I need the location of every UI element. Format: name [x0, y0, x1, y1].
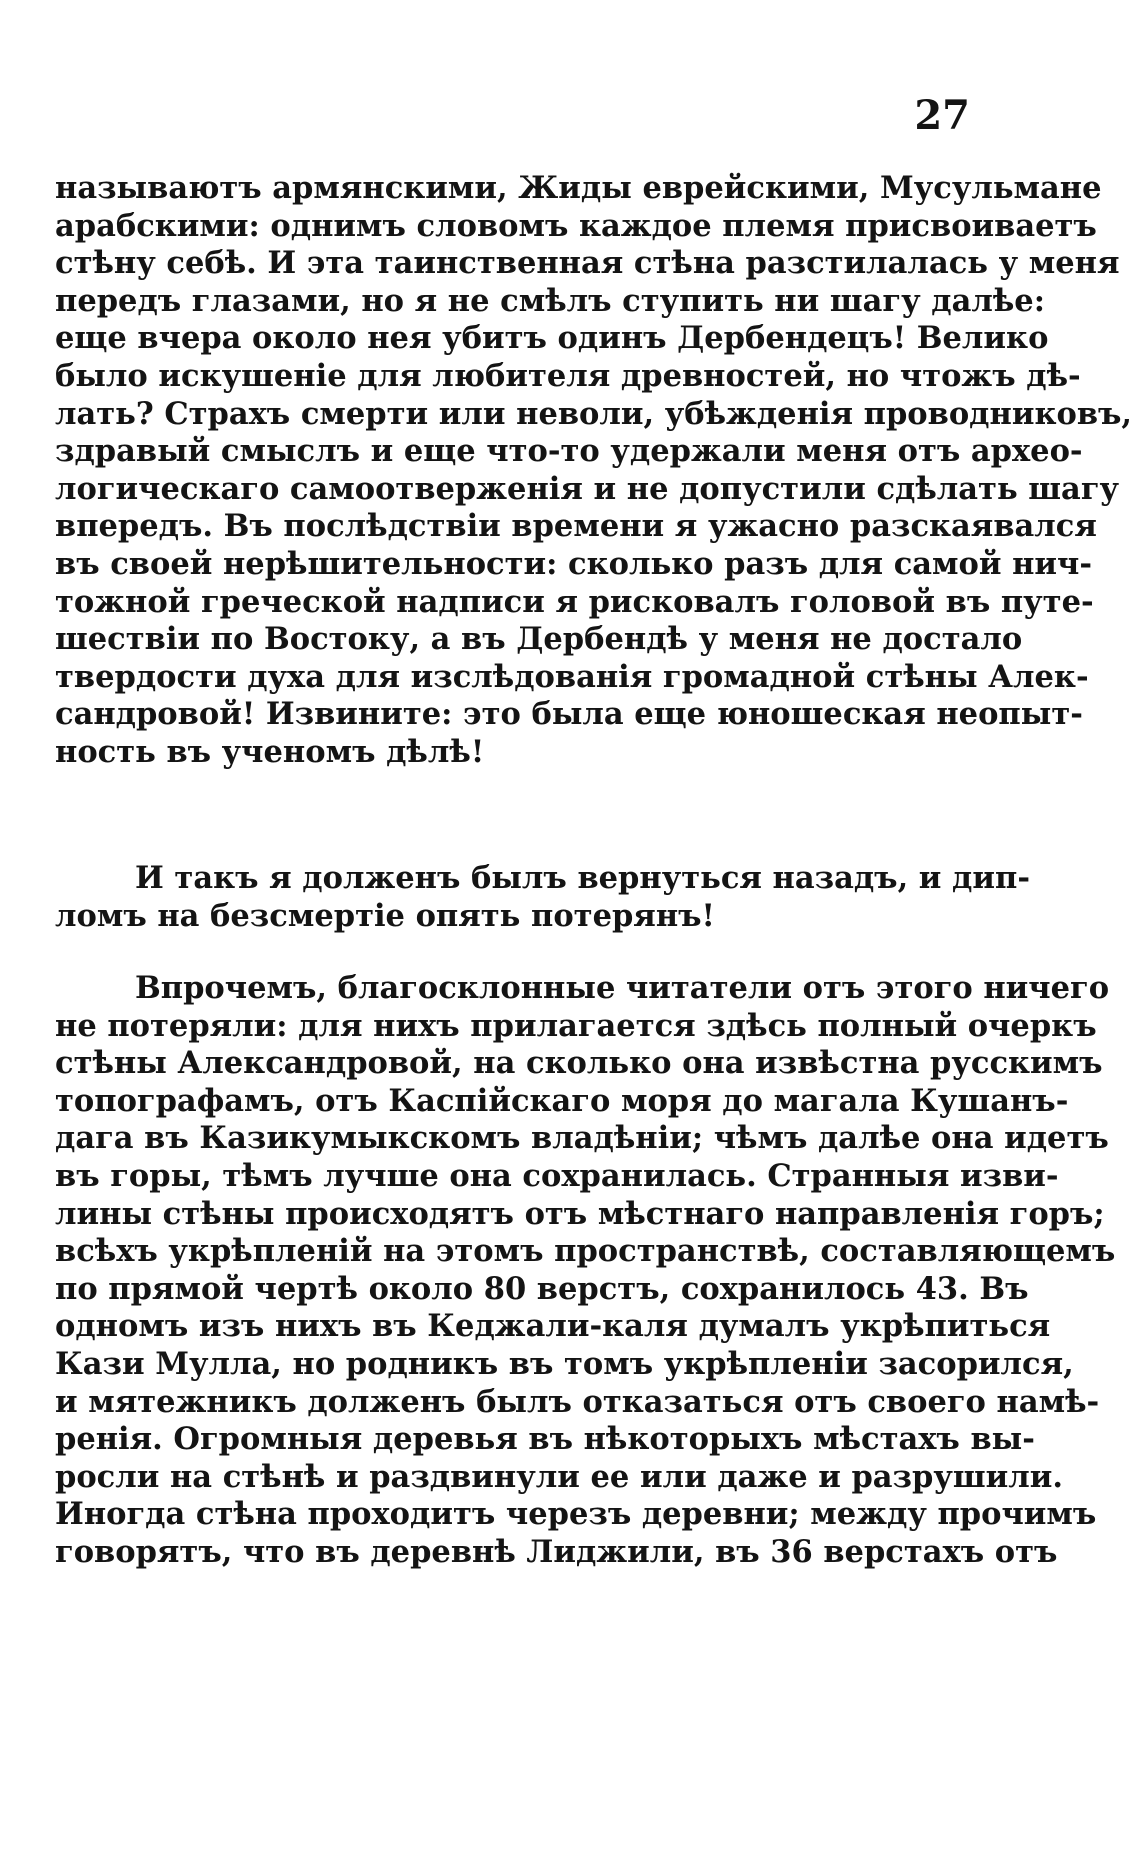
paragraph	[55, 860, 1030, 935]
text-line: здравый смыслъ и еще что-то удержали меня отъ архео-	[55, 433, 1083, 470]
text-line: топографамъ, отъ Каспійскаго моря до магала Кушанъ-	[55, 1082, 1069, 1119]
text-line: логическаго самоотверженія и не допустили сдѣлать шагу	[55, 470, 1120, 507]
paragraph	[55, 970, 1116, 1572]
text-line: стѣну себѣ. И эта таинственная стѣна разстилалась у меня	[55, 245, 1120, 282]
page-number: 27	[914, 92, 970, 139]
text-line: впередъ. Въ послѣдствіи времени я ужасно разскаявался	[55, 508, 1097, 545]
text-line: Впрочемъ, благосклонные читатели отъ этого ничего	[135, 970, 1110, 1006]
text-line: ность въ ученомъ дѣлѣ!	[55, 733, 485, 770]
text-line: росли на стѣнѣ и раздвинули ее или даже и разрушили.	[55, 1458, 1064, 1495]
text-line: арабскими: однимъ словомъ каждое племя присвоиваетъ	[55, 207, 1097, 244]
text-line: ломъ на безсмертіе опять потерянъ!	[55, 897, 715, 934]
text-line: дага въ Казикумыкскомъ владѣніи; чѣмъ далѣе она идетъ	[55, 1120, 1109, 1157]
text-line: стѣны Александровой, на сколько она извѣстна русскимъ	[55, 1045, 1103, 1082]
text-line: тожной греческой надписи я рисковалъ головой въ путе-	[55, 583, 1094, 620]
text-line: Иногда стѣна проходитъ черезъ деревни; между прочимъ	[55, 1496, 1097, 1533]
text-line: называютъ армянскими, Жиды еврейскими, Мусульмане	[55, 170, 1102, 206]
text-line: всѣхъ укрѣпленій на этомъ пространствѣ, составляющемъ	[55, 1233, 1116, 1270]
text-line: передъ глазами, но я не смѣлъ ступить ни шагу далѣе:	[55, 282, 1045, 319]
text-line: сандровой! Извините: это была еще юношеская неопыт-	[55, 696, 1083, 733]
text-line: ренія. Огромныя деревья въ нѣкоторыхъ мѣстахъ вы-	[55, 1421, 1035, 1458]
text-line: въ своей нерѣшительности: сколько разъ для самой нич-	[55, 545, 1093, 582]
text-line: еще вчера около нея убитъ одинъ Дербендецъ! Велико	[55, 320, 1049, 357]
text-line: не потеряли: для нихъ прилагается здѣсь полный очеркъ	[55, 1007, 1097, 1044]
text-line: и мятежникъ долженъ былъ отказаться отъ своего намѣ-	[55, 1383, 1100, 1420]
text-line: въ горы, тѣмъ лучше она сохранилась. Странныя изви-	[55, 1157, 1059, 1194]
text-line: шествіи по Востоку, а въ Дербендѣ у меня не достало	[55, 621, 1023, 658]
text-line: твердости духа для изслѣдованія громадной стѣны Алек-	[55, 658, 1089, 695]
paragraph	[55, 170, 1133, 772]
text-line: по прямой чертѣ около 80 верстъ, сохранилось 43. Въ	[55, 1270, 1029, 1307]
text-line: было искушеніе для любителя древностей, но чтожъ дѣ-	[55, 357, 1081, 394]
text-line: И такъ я долженъ былъ вернуться назадъ, и дип-	[135, 860, 1030, 896]
text-line: одномъ изъ нихъ въ Кеджали-каля думалъ укрѣпиться	[55, 1308, 1051, 1345]
text-line: лать? Страхъ смерти или неволи, убѣжденія проводниковъ,	[55, 395, 1133, 432]
text-line: говорятъ, что въ деревнѣ Лиджили, въ 36 верстахъ отъ	[55, 1533, 1058, 1570]
text-line: лины стѣны происходятъ отъ мѣстнаго направленія горъ;	[55, 1195, 1105, 1232]
text-line: Кази Мулла, но родникъ въ томъ укрѣпленіи засорился,	[55, 1345, 1074, 1382]
